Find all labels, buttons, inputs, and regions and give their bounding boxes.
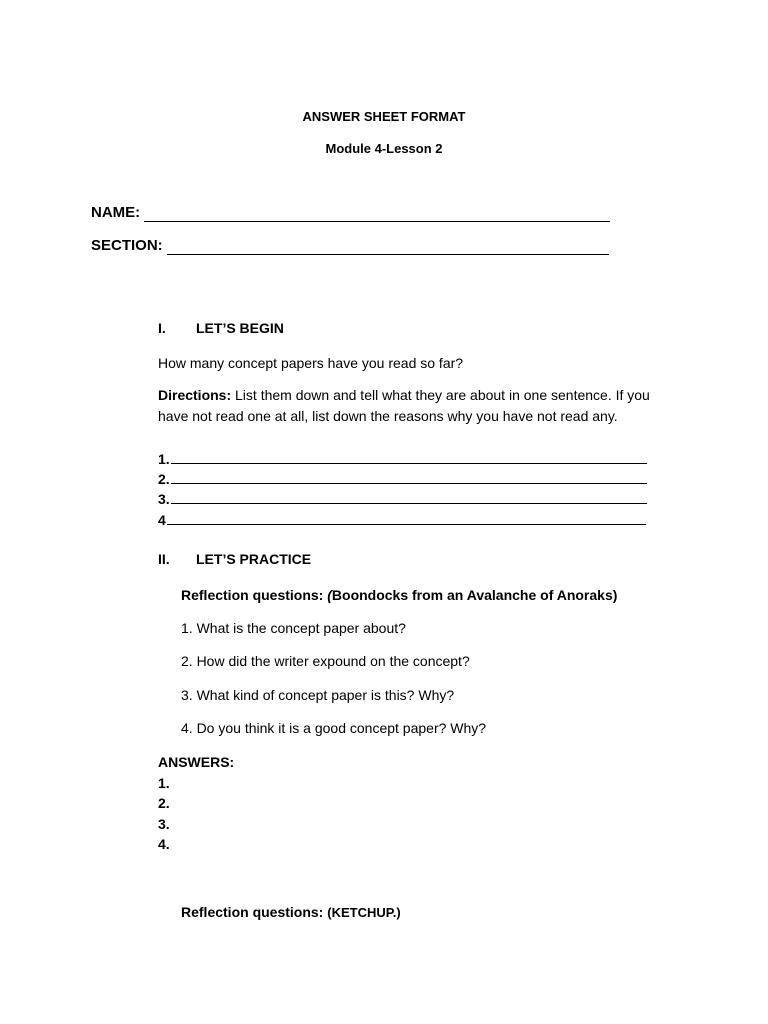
answer-line-4 <box>158 512 646 528</box>
section-2-numeral: II. <box>158 551 170 567</box>
section-blank-line <box>167 237 609 255</box>
section-field <box>91 237 609 255</box>
reflection-title: Boondocks from an Avalanche of Anoraks) <box>331 587 618 603</box>
name-field <box>91 204 610 222</box>
reflection-questions-1 <box>181 587 617 603</box>
module-lesson: Module 4-Lesson 2 <box>325 141 443 156</box>
section-2-heading: LET’S PRACTICE <box>196 551 312 567</box>
reflection-label: Reflection questions: <box>181 587 328 603</box>
answer-line-2 <box>158 471 647 487</box>
directions-label: Directions: <box>158 387 232 403</box>
reflection-title: (KETCHUP.) <box>327 905 401 920</box>
practice-question-2: 2. How did the writer expound on the concept? <box>181 653 470 669</box>
answer-number-4: 4. <box>158 836 170 852</box>
blank-line <box>171 472 647 484</box>
document-title: ANSWER SHEET FORMAT <box>302 109 466 124</box>
blank-line <box>171 452 647 464</box>
answer-line-3 <box>158 491 647 507</box>
line-number: 4 <box>158 512 166 528</box>
section-1-numeral: I. <box>158 320 166 336</box>
section-1-question: How many concept papers have you read so far? <box>158 355 464 371</box>
line-number: 3. <box>158 491 170 507</box>
answer-number-2: 2. <box>158 795 170 811</box>
reflection-label: Reflection questions: <box>181 904 328 920</box>
reflection-open-paren: ( <box>327 587 332 603</box>
blank-line <box>171 492 647 504</box>
blank-line <box>167 513 646 525</box>
directions-paragraph <box>158 385 658 427</box>
line-number: 1. <box>158 451 170 467</box>
section-label: SECTION: <box>91 237 163 254</box>
name-label: NAME: <box>91 204 141 221</box>
practice-question-3: 3. What kind of concept paper is this? Why? <box>181 687 455 703</box>
answer-number-1: 1. <box>158 775 170 791</box>
line-number: 2. <box>158 471 170 487</box>
answer-line-1 <box>158 451 647 467</box>
section-1-heading: LET’S BEGIN <box>196 320 284 336</box>
reflection-questions-2 <box>181 904 401 920</box>
answers-label: ANSWERS: <box>158 754 235 770</box>
answer-number-3: 3. <box>158 816 170 832</box>
name-blank-line <box>144 204 610 222</box>
directions-text: List them down and tell what they are about in one sentence. If you have not read one at all, list down the reasons why you have not read any. <box>158 387 650 424</box>
practice-question-1: 1. What is the concept paper about? <box>181 620 406 636</box>
practice-question-4: 4. Do you think it is a good concept paper? Why? <box>181 720 487 736</box>
